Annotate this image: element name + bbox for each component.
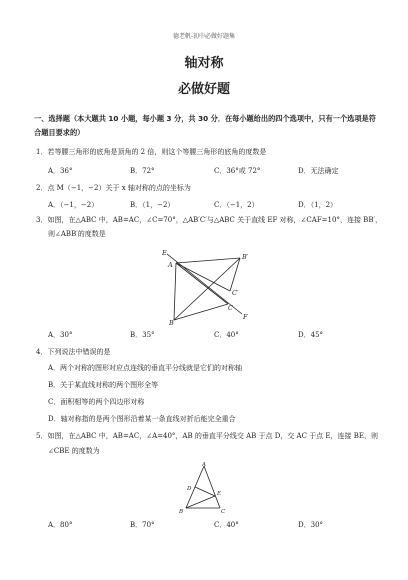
- page-title: 轴对称: [184, 56, 224, 71]
- question-3-options: [48, 330, 388, 342]
- segment-de: [195, 487, 215, 496]
- question-2-options: [48, 200, 388, 212]
- question-2-option-d: D．（1，2）: [298, 201, 338, 209]
- segment-ab: [174, 263, 176, 320]
- question-1-option-a: A．36°: [48, 167, 73, 175]
- segment-ac-prime: [176, 263, 230, 291]
- question-5-option-a: A．80°: [48, 521, 73, 529]
- question-3-stem-line-2: 则∠ABB′的度数是: [48, 230, 106, 238]
- question-4-item-b: B．关于某直线对称的两个图形全等: [48, 381, 159, 389]
- question-2-option-a: A．（−1，−2）: [48, 201, 99, 209]
- page-header: 德老帆-初中必做好题集: [172, 33, 236, 40]
- question-3-option-c: C．40°: [214, 331, 239, 339]
- label-c-prime: C′: [232, 289, 239, 297]
- label-b: B: [179, 509, 184, 515]
- question-1-option-d: D．无法确定: [298, 167, 339, 175]
- question-5-figure: [176, 462, 232, 516]
- question-3-figure: [150, 246, 260, 326]
- label-b-prime: B′: [242, 253, 249, 261]
- label-e: E: [217, 491, 222, 497]
- question-3-option-b: B．35°: [130, 331, 155, 339]
- question-5-options: [48, 520, 388, 532]
- question-5-stem-line-2: ∠CBE 的度数为: [48, 447, 100, 455]
- question-1-options: [48, 166, 388, 178]
- label-b: B: [169, 319, 174, 326]
- question-5-stem-line-1: 5．如图，在△ABC 中，AB=AC，∠A=40°，AB 的垂直平分线交 AB 于点 D，交 AC 于点 E，连接 BE，则: [36, 432, 379, 440]
- page-subtitle: 必做好题: [177, 82, 230, 97]
- label-e: E: [162, 249, 167, 257]
- question-4-item-c: C．面积相等的两个四边形对称: [48, 398, 145, 406]
- question-4-stem: 4．下列说法中错误的是: [36, 348, 111, 356]
- question-3-option-d: D．45°: [298, 331, 324, 339]
- segment-ac: [204, 466, 220, 508]
- question-3-option-a: A．30°: [48, 331, 73, 339]
- label-a: A: [202, 462, 206, 468]
- segment-ac: [176, 263, 228, 304]
- label-a: A: [168, 261, 173, 269]
- label-f: F: [243, 313, 248, 321]
- question-1-stem: 1．若等腰三角形的底角是顶角的 2 倍，则这个等腰三角形的底角的度数是: [36, 148, 267, 156]
- section-heading-line-1: 一、选择题（本大题共 10 小题，每小题 3 分，共 30 分．在每小题给出的四个选项中，只有一个选项是符: [34, 114, 376, 123]
- question-4-item-a: A．两个对称的图形对应点连线的垂直平分线就是它们的对称轴: [48, 364, 243, 372]
- question-1-option-b: B．72°: [130, 167, 155, 175]
- label-c: C: [228, 304, 233, 312]
- label-c: C: [221, 509, 226, 515]
- question-5-option-b: B．70°: [130, 521, 155, 529]
- question-4-item-d: D．轴对称指的是两个图形沿着某一条直线对折后能完全重合: [48, 415, 236, 423]
- label-d: D: [187, 486, 192, 492]
- question-3-stem-line-1: 3．如图，在△ABC 中，AB=AC，∠C=70°，△AB′C′与△ABC 关于直线 EF 对称，∠CAF=10°，连接 BB′，: [36, 216, 383, 224]
- question-5-option-d: D．30°: [298, 521, 324, 529]
- question-5-option-c: C．40°: [214, 521, 239, 529]
- segment-ab-prime: [176, 258, 240, 263]
- question-2-stem: 2．点 M（−1，−2）关于 x 轴对称的点的坐标为: [36, 184, 191, 192]
- question-2-option-c: C．（−1，2）: [214, 201, 259, 209]
- question-1-option-c: C．36°或 72°: [214, 167, 261, 175]
- question-2-option-b: B．（1，−2）: [130, 201, 175, 209]
- section-heading-line-2: 合题目要求的）: [34, 128, 85, 137]
